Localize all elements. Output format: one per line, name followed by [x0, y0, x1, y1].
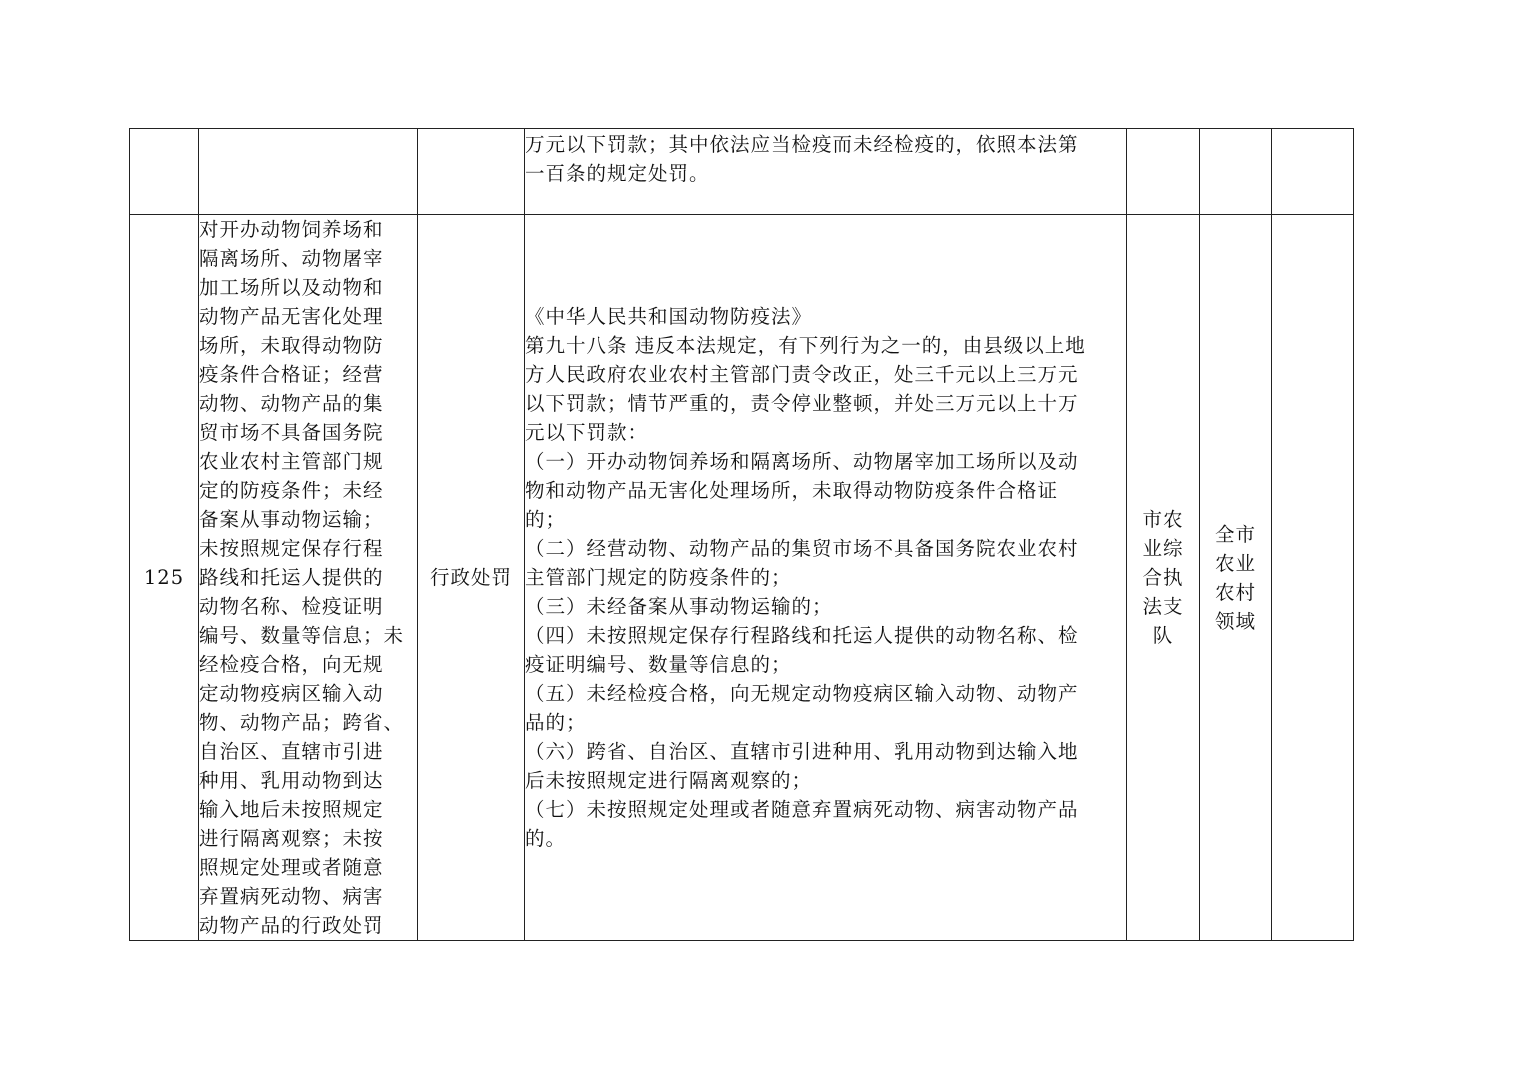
type-cell: [418, 129, 525, 215]
scope-line: 农村: [1214, 580, 1256, 604]
basis-line: （三）未经备案从事动物运输的；: [525, 595, 833, 618]
item-line: 进行隔离观察；未按: [199, 827, 384, 850]
item-line: 动物产品的行政处罚: [199, 914, 384, 937]
table-row: [130, 129, 1354, 215]
department-line: 合执: [1142, 566, 1184, 589]
item-line: 照规定处理或者随意: [199, 856, 384, 879]
item-line: 定动物疫病区输入动: [199, 682, 384, 705]
item-line: 加工场所以及动物和: [199, 276, 384, 299]
type-cell: 行政处罚: [418, 215, 525, 941]
basis-line: （七）未按照规定处理或者随意弃置病死动物、病害动物产品: [525, 798, 1079, 821]
item-line: 动物名称、检疫证明: [199, 595, 384, 618]
basis-line: （一）开办动物饲养场和隔离场所、动物屠宰加工场所以及动: [525, 450, 1079, 473]
item-line: 种用、乳用动物到达: [199, 769, 384, 792]
item-cell: [199, 215, 418, 941]
item-line: 疫条件合格证；经营: [199, 363, 384, 386]
scope-line: 全市: [1214, 522, 1256, 546]
item-line: 弃置病死动物、病害: [199, 885, 384, 908]
department-line: 队: [1152, 624, 1174, 647]
item-line: 农业农村主管部门规: [199, 450, 384, 473]
item-line: 贸市场不具备国务院: [199, 421, 384, 444]
item-line: 备案从事动物运输；: [199, 508, 384, 531]
basis-line: 品的；: [525, 711, 587, 734]
basis-line: 元以下罚款：: [525, 421, 649, 444]
scope-line: 农业: [1214, 551, 1256, 575]
item-line: 编号、数量等信息；未: [199, 624, 405, 647]
basis-line: （五）未经检疫合格，向无规定动物疫病区输入动物、动物产: [525, 682, 1079, 705]
item-line: 路线和托运人提供的: [199, 566, 384, 589]
department-line: 业综: [1142, 537, 1184, 560]
basis-line: 《中华人民共和国动物防疫法》: [525, 305, 813, 328]
item-cell: [199, 129, 418, 215]
basis-line: 方人民政府农业农村主管部门责令改正，处三千元以上三万元: [525, 363, 1079, 386]
scope-text: [1215, 520, 1256, 636]
remark-cell: [1272, 215, 1354, 941]
department-line: 法支: [1142, 595, 1184, 618]
remark-cell: [1272, 129, 1354, 215]
item-line: 定的防疫条件；未经: [199, 479, 384, 502]
item-line: 输入地后未按照规定: [199, 798, 384, 821]
item-line: 经检疫合格，向无规: [199, 653, 384, 676]
row-number-cell: 125: [130, 215, 199, 941]
basis-line: （四）未按照规定保存行程路线和托运人提供的动物名称、检: [525, 624, 1079, 647]
item-line: 对开办动物饲养场和: [199, 218, 384, 241]
department-text: [1142, 505, 1183, 650]
table-row: [130, 215, 1354, 941]
department-cell: [1127, 215, 1200, 941]
item-line: 场所，未取得动物防: [199, 334, 384, 357]
basis-line: 一百条的规定处罚。: [525, 162, 710, 185]
item-line: 动物、动物产品的集: [199, 392, 384, 415]
enforcement-table: [129, 128, 1354, 941]
basis-line: 第九十八条 违反本法规定，有下列行为之一的，由县级以上地: [525, 334, 1086, 357]
basis-line: 疫证明编号、数量等信息的；: [525, 653, 792, 676]
basis-line: 万元以下罚款；其中依法应当检疫而未经检疫的，依照本法第: [525, 133, 1079, 156]
basis-line: 后未按照规定进行隔离观察的；: [525, 769, 813, 792]
item-line: 未按照规定保存行程: [199, 537, 384, 560]
row-number-cell: [130, 129, 199, 215]
item-line: 动物产品无害化处理: [199, 305, 384, 328]
item-line: 物、动物产品；跨省、: [199, 711, 405, 734]
scope-cell: [1200, 129, 1272, 215]
basis-line: 的。: [525, 827, 567, 850]
basis-line: 以下罚款；情节严重的，责令停业整顿，并处三万元以上十万: [525, 392, 1079, 415]
basis-line: （二）经营动物、动物产品的集贸市场不具备国务院农业农村: [525, 537, 1079, 560]
basis-line: 的；: [525, 508, 567, 531]
scope-cell: [1200, 215, 1272, 941]
item-line: 自治区、直辖市引进: [199, 740, 384, 763]
basis-line: 物和动物产品无害化处理场所，未取得动物防疫条件合格证: [525, 479, 1059, 502]
basis-line: （六）跨省、自治区、直辖市引进种用、乳用动物到达输入地: [525, 740, 1079, 763]
department-cell: [1127, 129, 1200, 215]
scope-line: 领域: [1214, 609, 1256, 633]
legal-basis-cell: [525, 215, 1127, 941]
item-line: 隔离场所、动物屠宰: [199, 247, 384, 270]
basis-line: 主管部门规定的防疫条件的；: [525, 566, 792, 589]
legal-basis-cell: [525, 129, 1127, 215]
department-line: 市农: [1142, 508, 1184, 531]
